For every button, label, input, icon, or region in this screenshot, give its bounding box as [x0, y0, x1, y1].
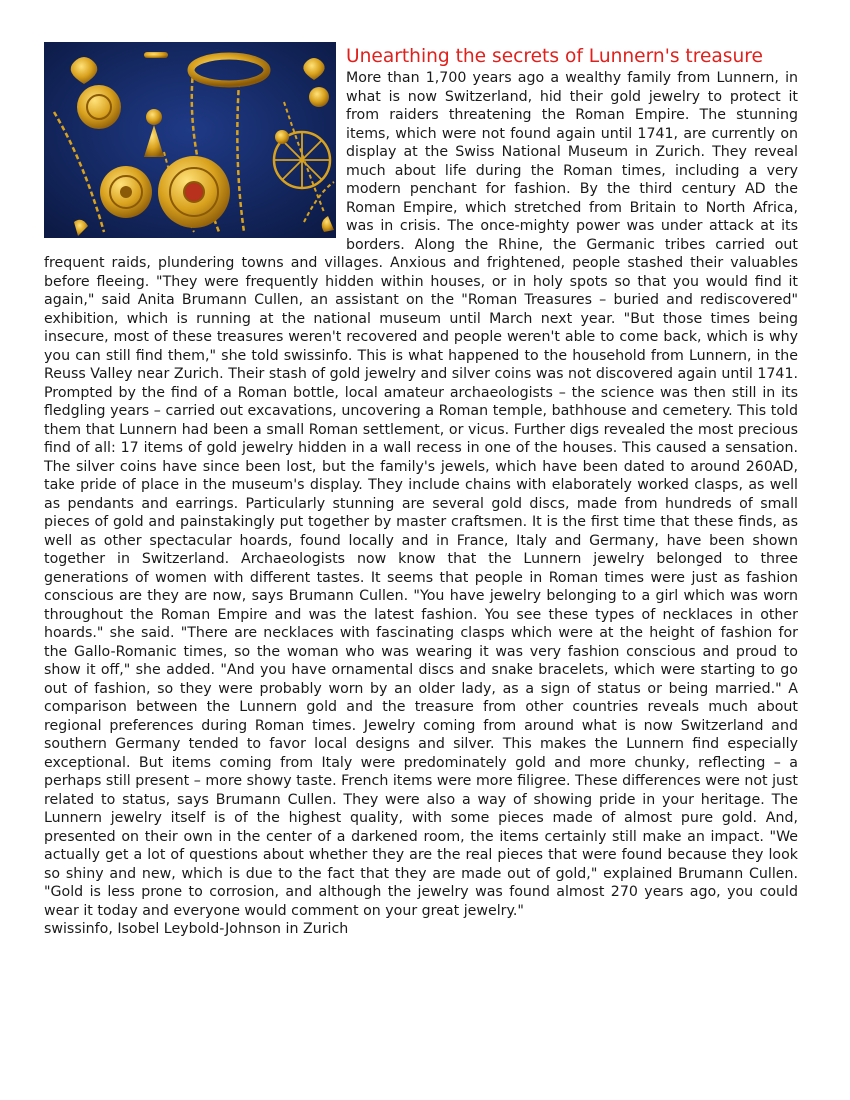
- article-byline: swissinfo, Isobel Leybold-Johnson in Zurich: [44, 921, 349, 937]
- article-page: [44, 42, 798, 939]
- gold-jewelry-photo: [44, 42, 336, 238]
- article-body: More than 1,700 years ago a wealthy family from Lunnern, in what is now Switzerland, hid their gold jewelry to protect it from raiders threatening the Roman Empire. The stunning items, which were not found again until 1741, are currently on display at the Swiss National Museum in Zurich. They reveal much about life during the Roman times, including a very modern penchant for fashion. By the third century AD the Roman Empire, which stretched from Britain to North Africa, was in crisis. The once-mighty power was under attack at its borders. Along the Rhine, the Germanic tribes carried out frequent raids, plundering towns and villages. Anxious and frightened, people stashed their valuables before fleeing. "They were frequently hidden within houses, or in holy spots so that you would find it again," said Anita Brumann Cullen, an assistant on the "Roman Treasures – buried and rediscovered" exhibition, which is running at the national museum until March next year. "But those times being insecure, most of these treasures weren't recovered and people weren't able to come back, which is why you can still find them," she told swissinfo. This is what happened to the household from Lunnern, in the Reuss Valley near Zurich. Their stash of gold jewelry and silver coins was not discovered again until 1741. Prompted by the find of a Roman bottle, local amateur archaeologists – the science was then still in its fledgling years – carried out excavations, uncovering a Roman temple, bathhouse and cemetery. This told them that Lunnern had been a small Roman settlement, or vicus. Further digs revealed the most precious find of all: 17 items of gold jewelry hidden in a wall recess in one of the houses. This caused a sensation. The silver coins have since been lost, but the family's jewels, which have been dated to around 260AD, take pride of place in the museum's display. They include chains with elaborately worked clasps, as well as pendants and earrings. Particularly stunning are several gold discs, made from hundreds of small pieces of gold and painstakingly put together by master craftsmen. It is the first time that these finds, as well as other spectacular hoards, found locally and in France, Italy and Germany, have been shown together in Switzerland. Archaeologists now know that the Lunnern jewelry belonged to three generations of women with different tastes. It seems that people in Roman times were just as fashion conscious are they are now, says Brumann Cullen. "You have jewelry belonging to a girl which was worn throughout the Roman Empire and was the latest fashion. You see these types of necklaces in other hoards." she said. "There are necklaces with fascinating clasps which were at the height of fashion for the Gallo-Romanic times, so the woman who was wearing it was very fashion conscious and proud to show it off," she added. "And you have ornamental discs and snake bracelets, which were starting to go out of fashion, so they were probably worn by an older lady, as a sign of status or being married." A comparison between the Lunnern gold and the treasure from other countries reveals much about regional preferences during Roman times. Jewelry coming from around what is now Switzerland and southern Germany tended to favor local designs and silver. This makes the Lunnern find especially exceptional. But items coming from Italy were predominately gold and more chunky, reflecting – a perhaps still present – more showy taste. French items were more filigree. These differences were not just related to status, says Brumann Cullen. They were also a way of showing pride in your heritage. The Lunnern jewelry itself is of the highest quality, with some pieces made of almost pure gold. And, presented on their own in the center of a darkened room, the items certainly still make an impact. "We actually get a lot of questions about whether they are the real pieces that were found because they look so shiny and new, which is due to the fact that they are made out of gold," explained Brumann Cullen. "Gold is less prone to corrosion, and although the jewelry was found almost 270 years ago, you could wear it today and everyone would comment on your great jewelry.": [44, 70, 798, 919]
- article-headline: Unearthing the secrets of Lunnern's treasure: [346, 46, 763, 67]
- gold-jewelry-icon: [44, 42, 336, 238]
